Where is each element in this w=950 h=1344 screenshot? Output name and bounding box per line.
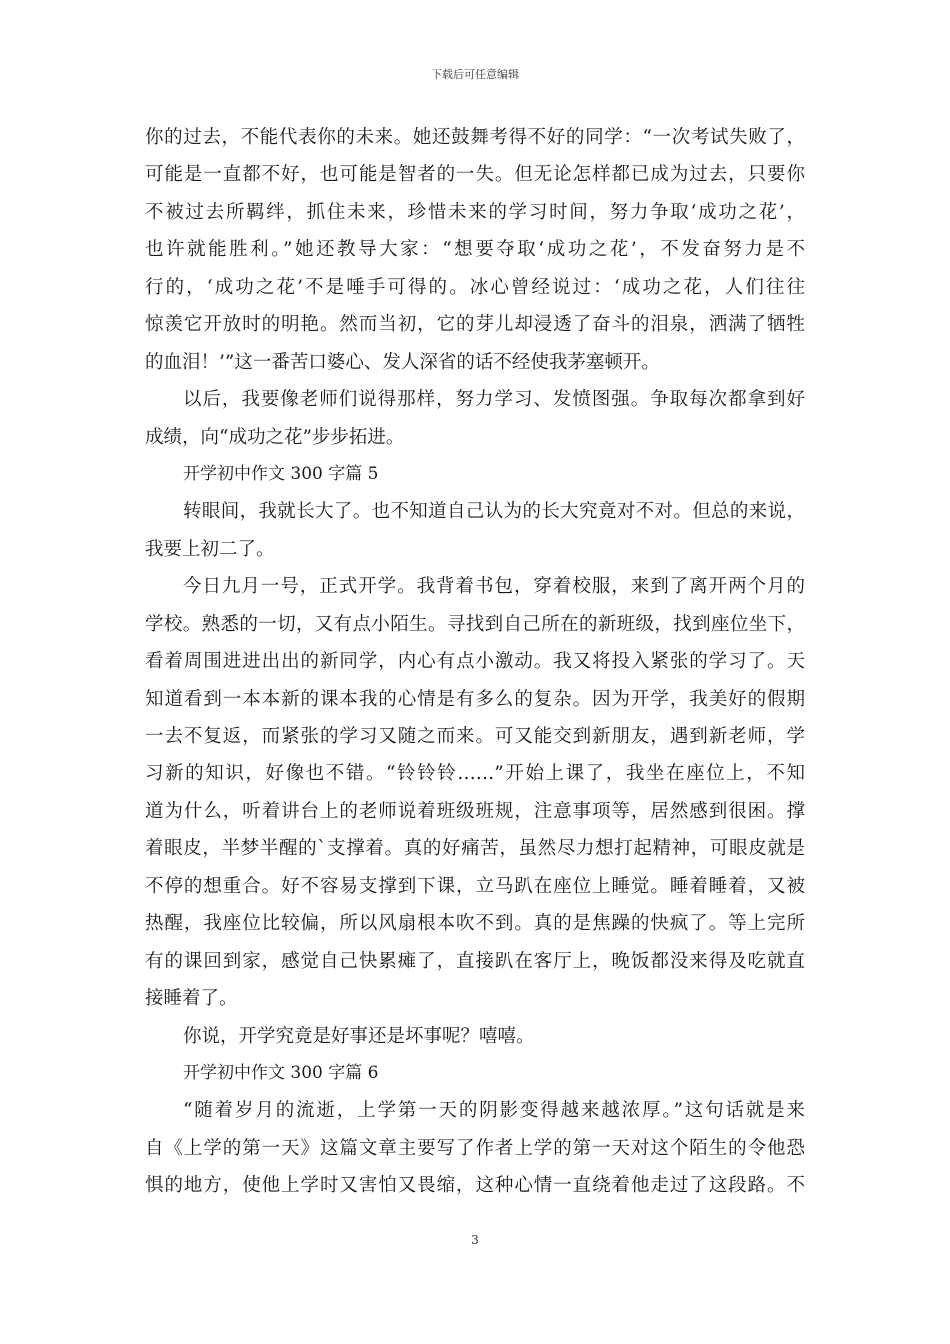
page-number: 3: [471, 1233, 479, 1247]
paragraph-line: 今日九月一号，正式开学。我背着书包，穿着校服，来到了离开两个月的: [183, 576, 805, 598]
paragraph-line: 可能是一直都不好，也可能是智者的一失。但无论怎样都已成为过去，只要你: [145, 164, 805, 186]
page-header: 下载后可任意编辑: [431, 68, 519, 81]
paragraph-line: 我要上初二了。: [145, 538, 275, 560]
paragraph-line: 接睡着了。: [145, 988, 238, 1010]
paragraph-line: 看着周围进进出出的新同学，内心有点小激动。我又将投入紧张的学习了。天: [145, 651, 805, 673]
section-heading: 开学初中作文 300 字篇 6: [183, 1062, 379, 1083]
paragraph-line: 自《上学的第一天》这篇文章主要写了作者上学的第一天对这个陌生的令他恐: [145, 1137, 805, 1159]
paragraph-line: 有的课回到家，感觉自己快累瘫了，直接趴在客厅上，晚饭都没来得及吃就直: [145, 950, 805, 972]
paragraph-line: “随着岁月的流逝，上学第一天的阴影变得越来越浓厚。”这句话就是来: [183, 1100, 805, 1122]
paragraph-line: 的血泪！’”这一番苦口婆心、发人深省的话不经使我茅塞顿开。: [145, 351, 660, 373]
document-body: [145, 119, 805, 1205]
paragraph-line: 成绩，向“成功之花”步步拓进。: [145, 426, 405, 448]
paragraph-line: 热醒，我座位比较偏，所以风扇根本吹不到。真的是焦躁的快疯了。等上完所: [145, 913, 805, 935]
paragraph-line: 惧的地方，使他上学时又害怕又畏缩，这种心情一直绕着他走过了这段路。不: [145, 1175, 805, 1197]
paragraph-line: 知道看到一本本新的课本我的心情是有多么的复杂。因为开学，我美好的假期: [145, 688, 805, 710]
paragraph-line: 以后，我要像老师们说得那样，努力学习、发愤图强。争取每次都拿到好: [183, 389, 805, 411]
paragraph-line: 习新的知识，好像也不错。“铃铃铃……”开始上课了，我坐在座位上，不知: [145, 763, 805, 785]
paragraph-line: 不停的想重合。好不容易支撑到下课，立马趴在座位上睡觉。睡着睡着，又被: [145, 875, 805, 897]
paragraph-line: 你说，开学究竟是好事还是坏事呢？嘻嘻。: [183, 1025, 535, 1047]
paragraph-line: 你的过去，不能代表你的未来。她还鼓舞考得不好的同学：“一次考试失败了，: [145, 127, 805, 148]
paragraph-line: 着眼皮，半梦半醒的`支撑着。真的好痛苦，虽然尽力想打起精神，可眼皮就是: [145, 838, 805, 860]
paragraph-line: 不被过去所羁绊，抓住未来，珍惜未来的学习时间，努力争取‘成功之花’，: [145, 201, 805, 223]
paragraph-line: 也许就能胜利。”她还教导大家：“想要夺取‘成功之花’，不发奋努力是不: [145, 239, 805, 261]
paragraph-line: 一去不复返，而紧张的学习又随之而来。可又能交到新朋友，遇到新老师，学: [145, 726, 805, 747]
paragraph-line: 转眼间，我就长大了。也不知道自己认为的长大究竟对不对。但总的来说，: [183, 501, 805, 523]
paragraph-line: 道为什么，听着讲台上的老师说着班级班规，注意事项等，居然感到很困。撑: [145, 800, 805, 822]
paragraph-line: 行的，‘成功之花’不是唾手可得的。冰心曾经说过：‘成功之花，人们往往: [145, 276, 805, 298]
paragraph-line: 惊羡它开放时的明艳。然而当初，它的芽儿却浸透了奋斗的泪泉，洒满了牺牲: [145, 314, 805, 336]
paragraph-line: 学校。熟悉的一切，又有点小陌生。寻找到自己所在的新班级，找到座位坐下，: [145, 613, 805, 635]
section-heading: 开学初中作文 300 字篇 5: [183, 463, 379, 484]
